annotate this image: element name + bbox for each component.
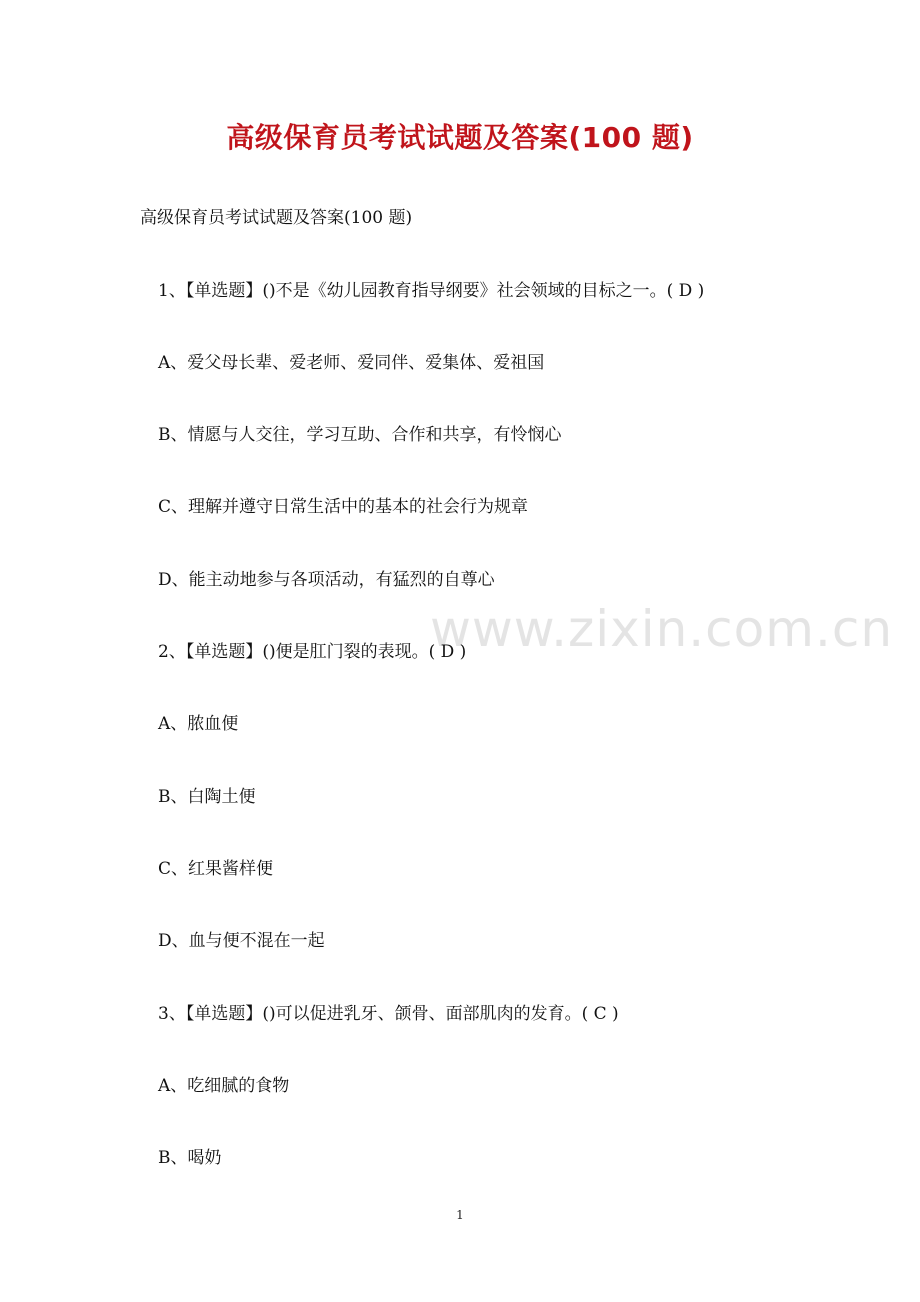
question-stem: 3、【单选题】()可以促进乳牙、颌骨、面部肌肉的发育。( C ): [158, 1004, 619, 1024]
answer-option: A、吃细腻的食物: [158, 1076, 290, 1096]
question-stem: 2、【单选题】()便是肛门裂的表现。( D ): [158, 642, 467, 662]
watermark: www.zixin.com.cn: [430, 600, 894, 658]
question-stem: 1、【单选题】()不是《幼儿园教育指导纲要》社会领域的目标之一。( D ): [158, 281, 705, 301]
answer-option: B、喝奶: [158, 1148, 222, 1168]
page-number: 1: [456, 1208, 464, 1222]
answer-option: A、爱父母长辈、爱老师、爱同伴、爱集体、爱祖国: [158, 353, 545, 373]
answer-option: D、能主动地参与各项活动，有猛烈的自尊心: [158, 570, 495, 590]
answer-option: C、理解并遵守日常生活中的基本的社会行为规章: [158, 497, 529, 517]
document-subtitle: 高级保育员考试试题及答案(100 题): [140, 208, 413, 228]
answer-option: C、红果酱样便: [158, 859, 274, 879]
answer-option: B、白陶土便: [158, 787, 256, 807]
answer-option: B、情愿与人交往，学习互助、合作和共享，有怜悯心: [158, 425, 562, 445]
answer-option: A、脓血便: [158, 714, 239, 734]
answer-option: D、血与便不混在一起: [158, 931, 325, 951]
page-title: 高级保育员考试试题及答案(100 题): [226, 121, 694, 154]
